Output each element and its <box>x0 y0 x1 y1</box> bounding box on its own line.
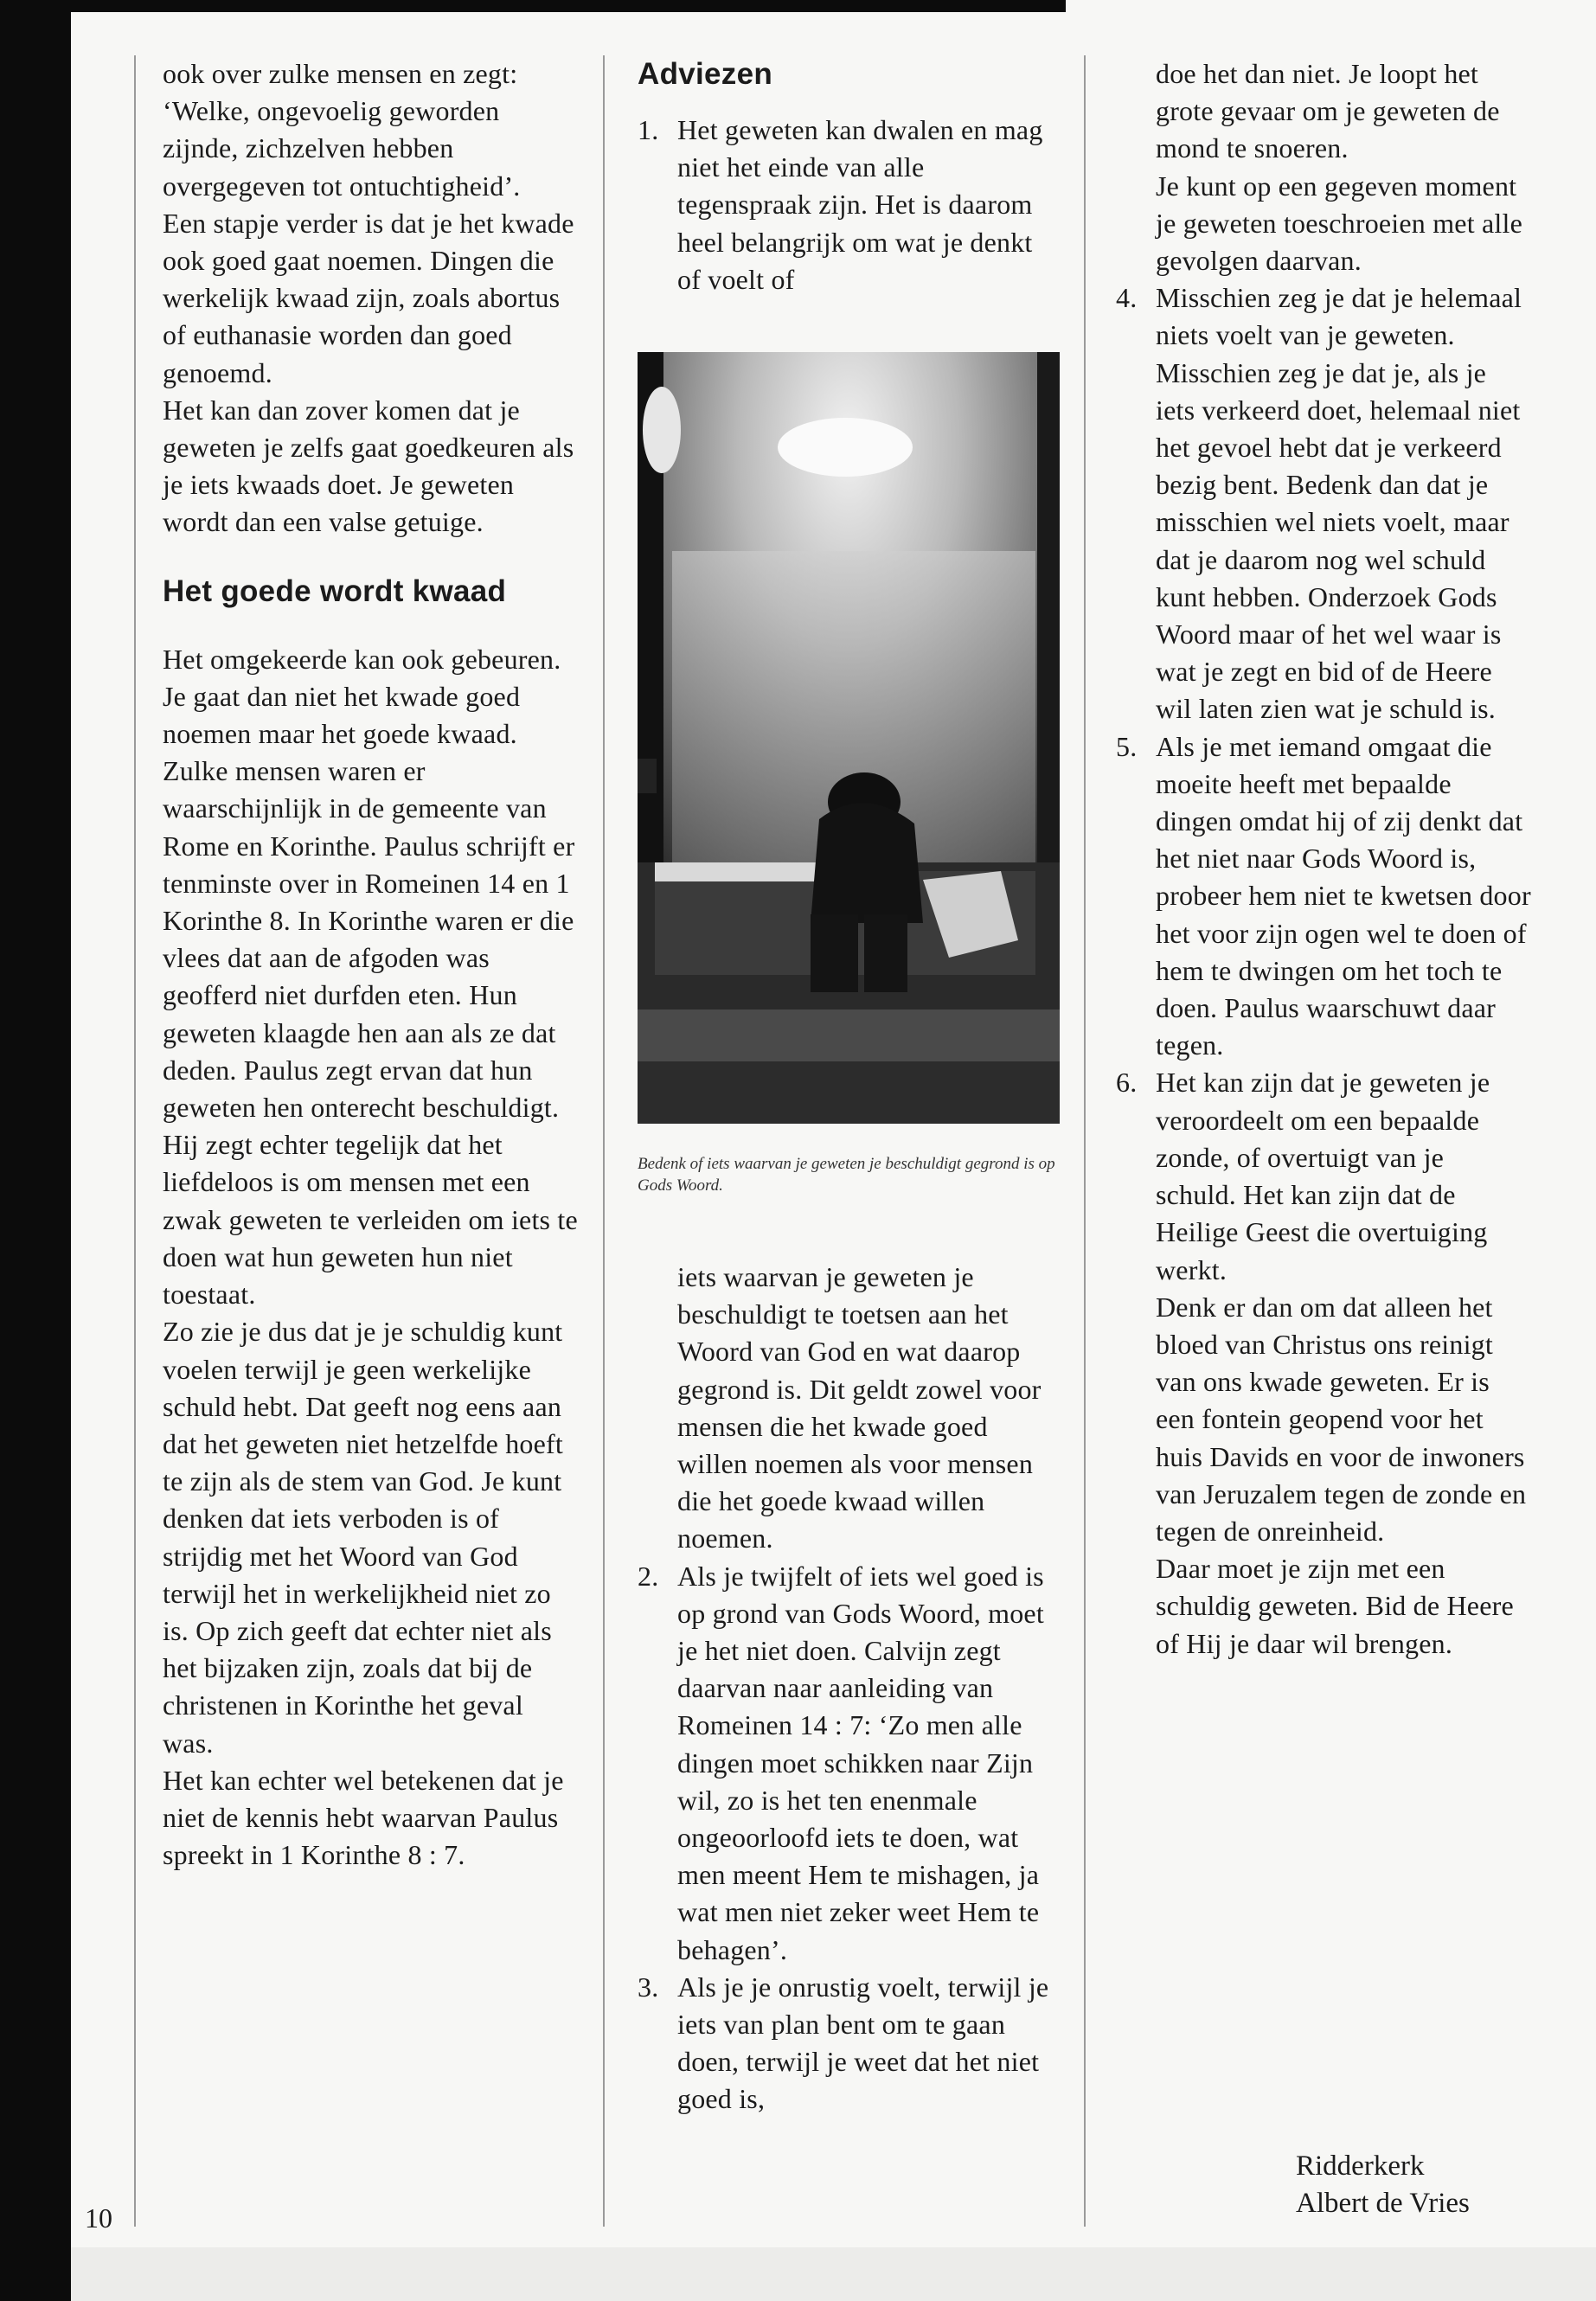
paragraph: Het kan dan zover komen dat je geweten je zelfs gaat goedkeuren als je iets kwaads doet. Je geweten wordt dan een valse getuige. <box>163 394 574 538</box>
scan-shadow-top <box>71 0 1066 12</box>
list-number: 1. <box>638 114 659 145</box>
page-number: 10 <box>85 2202 112 2234</box>
list-number: 4. <box>1116 282 1138 314</box>
column-rule-1 <box>603 55 605 2227</box>
signature-author: Albert de Vries <box>1296 2188 1470 2219</box>
advice-heading: Adviezen <box>638 57 773 91</box>
photo-person-sitting-on-bed <box>638 352 1060 1124</box>
advice-item-3-continued-b <box>1116 168 1531 280</box>
advice-item-1-continued <box>638 1259 1053 1558</box>
advice-item-1 <box>638 112 1053 298</box>
advice-text: Daar moet je zijn met een schuldig geweten. Bid de Heere of Hij je daar wil brengen. <box>1156 1553 1514 1659</box>
scan-shadow-left <box>0 0 71 2301</box>
advice-text: Het kan zijn dat je geweten je veroordeelt om een bepaalde zonde, of overtuigt van je schuld. Het kan zijn dat de Heilige Geest die overtuiging werkt. <box>1156 1067 1490 1285</box>
advice-item-6-paragraph-3 <box>1116 1550 1531 1663</box>
advice-item-3 <box>638 1969 1053 2118</box>
photo-illustration <box>638 352 1060 1124</box>
paragraph: Zo zie je dus dat je je schuldig kunt voelen terwijl je geen werkelijke schuld hebt. Dat geeft nog eens aan dat het geweten niet hetzelfde hoeft te zijn als de stem van God. Je kunt denken dat iets verboden is of strijdig met het Woord van God terwijl het in werkelijkheid niet zo is. Op zich geeft dat echter niet als het bijzaken zijn, zoals dat bij de christenen in Korinthe het geval was. <box>163 1316 563 1759</box>
column-2-top <box>638 55 1053 298</box>
paragraph: Een stapje verder is dat je het kwade ook goed gaat noemen. Dingen die werkelijk kwaad zijn, zoals abortus of euthanasie worden dan goed genoemd. <box>163 207 574 388</box>
list-number: 2. <box>638 1560 659 1592</box>
author-signature <box>1296 2148 1470 2222</box>
advice-item-4 <box>1116 279 1531 727</box>
scan-margin-bottom <box>71 2247 1596 2301</box>
advice-text: iets waarvan je geweten je beschuldigt te toetsen aan het Woord van God en wat daarop gegrond is. Dit geldt zowel voor mensen die het kwade goed willen noemen als voor mensen die het goede kwaad willen noemen. <box>677 1261 1042 1554</box>
advice-text: Denk er dan om dat alleen het bloed van Christus ons reinigt van ons kwade geweten. Er is een fontein geopend voor het huis Davids en voor de inwoners van Jeruzalem tegen de zonde en tegen de onreinheid. <box>1156 1291 1527 1547</box>
advice-text: doe het dan niet. Je loopt het grote gevaar om je geweten de mond te snoeren. <box>1156 58 1500 164</box>
advice-text: Misschien zeg je dat je helemaal niets voelt van je geweten. Misschien zeg je dat je, als je iets verkeerd doet, helemaal niet het gevoel hebt dat je verkeerd bezig bent. Bedenk dan dat je misschien wel niets voelt, maar dat je daarom nog wel schuld kunt hebben. Onderzoek Gods Woord maar of het wel waar is wat je zegt en bid of de Heere wil laten zien wat je schuld is. <box>1156 282 1522 725</box>
paragraph: ook over zulke mensen en zegt: ‘Welke, ongevoelig geworden zijnde, zichzelven hebben overgegeven tot ontuchtigheid’. <box>163 58 521 202</box>
advice-text: Als je je onrustig voelt, terwijl je iets van plan bent om te gaan doen, terwijl je weet dat het niet goed is, <box>677 1971 1049 2115</box>
photo-caption: Bedenk of iets waarvan je geweten je beschuldigt gegrond is op Gods Woord. <box>638 1155 1055 1195</box>
advice-text: Het geweten kan dwalen en mag niet het einde van alle tegenspraak zijn. Het is daarom heel belangrijk om wat je denkt of voelt of <box>677 114 1043 295</box>
list-number: 6. <box>1116 1067 1138 1099</box>
section-heading: Het goede wordt kwaad <box>163 574 507 608</box>
advice-text: Je kunt op een gegeven moment je geweten toeschroeien met alle gevolgen daarvan. <box>1156 170 1522 277</box>
advice-item-2 <box>638 1558 1053 1969</box>
paragraph: Het omgekeerde kan ook gebeuren. Je gaat dan niet het kwade goed noemen maar het goede kwaad. Zulke mensen waren er waarschijnlijk in de gemeente van Rome en Korinthe. Paulus schrijft er tenminste over in Romeinen 14 en 1 Korinthe 8. In Korinthe waren er die vlees dat aan de afgoden was geofferd niet durfden eten. Hun geweten klaagde hen aan als ze dat deden. Paulus zegt ervan dat hun geweten hen onterecht beschuldigt. Hij zegt echter tegelijk dat het liefdeloos is om mensen met een zwak geweten te verleiden om iets te doen wat hun geweten hun niet toestaat. <box>163 643 578 1311</box>
advice-item-3-continued <box>1116 55 1531 168</box>
list-number: 3. <box>638 1971 659 2003</box>
advice-text: Als je met iemand omgaat die moeite heeft met bepaalde dingen omdat hij of zij denkt dat het niet naar Gods Woord is, probeer hem niet te kwetsen door het voor zijn ogen wel te doen of hem te dwingen om het toch te doen. Paulus waarschuwt daar tegen. <box>1156 730 1531 1061</box>
advice-item-5 <box>1116 728 1531 1065</box>
signature-place: Ridderkerk <box>1296 2150 1425 2182</box>
advice-item-6 <box>1116 1064 1531 1288</box>
column-1 <box>163 55 578 1874</box>
column-2-bottom <box>638 1259 1053 2118</box>
paragraph: Het kan echter wel betekenen dat je niet de kennis hebt waarvan Paulus spreekt in 1 Korinthe 8 : 7. <box>163 1764 564 1871</box>
list-number: 5. <box>1116 730 1138 762</box>
advice-text: Als je twijfelt of iets wel goed is op grond van Gods Woord, moet je het niet doen. Calvijn zegt daarvan naar aanleiding van Romeinen 14 : 7: ‘Zo men alle dingen moet schikken naar Zijn wil, zo is het ten enenmale ongeoorloofd iets te doen, wat men meent Hem te mishagen, ja wat men niet zeker weet Hem te behagen’. <box>677 1560 1044 1965</box>
column-rule-2 <box>1084 55 1086 2227</box>
advice-item-6-paragraph-2 <box>1116 1289 1531 1550</box>
column-3 <box>1116 55 1531 1663</box>
column-rule-left <box>134 55 136 2227</box>
